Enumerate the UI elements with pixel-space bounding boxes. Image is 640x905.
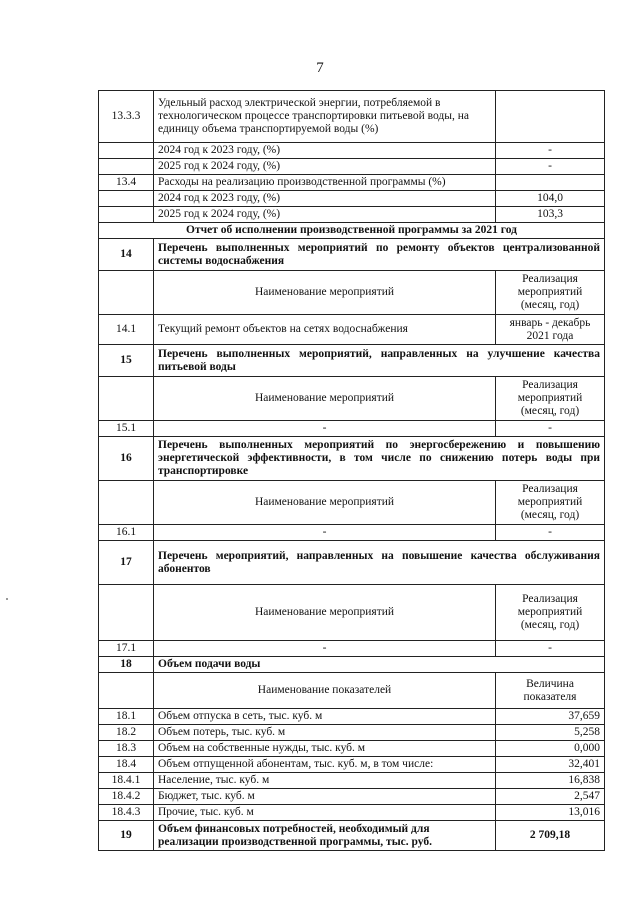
- row-value: 37,659: [496, 709, 605, 725]
- column-header-name: Наименование мероприятий: [154, 585, 496, 641]
- row-value: 2,547: [496, 789, 605, 805]
- row-value: 104,0: [496, 191, 605, 207]
- row-value: 13,016: [496, 805, 605, 821]
- section-number: 19: [99, 821, 154, 851]
- row-number: [99, 585, 154, 641]
- row-number: 18.4.3: [99, 805, 154, 821]
- row-text: Удельный расход электрической энергии, потребляемой в технологическом процессе транспортировки питьевой воды, на единицу объема транспортируемой воды (%): [154, 91, 496, 143]
- row-value: [496, 175, 605, 191]
- table-row: [99, 143, 605, 159]
- section-title: Объем финансовых потребностей, необходимый для реализации производственной программы, тыс. руб.: [154, 821, 496, 851]
- column-header-name: Наименование показателей: [154, 673, 496, 709]
- row-value: 103,3: [496, 207, 605, 223]
- row-text: Расходы на реализацию производственной программы (%): [154, 175, 496, 191]
- section-number: 18: [99, 657, 154, 673]
- row-number: 18.4.1: [99, 773, 154, 789]
- row-text: Население, тыс. куб. м: [154, 773, 496, 789]
- section-heading-row: [99, 223, 605, 239]
- section-title: Перечень мероприятий, направленных на повышение качества обслуживания абонентов: [154, 541, 605, 585]
- section-title: Перечень выполненных мероприятий, направленных на улучшение качества питьевой воды: [154, 345, 605, 377]
- column-header-implementation: Реализация мероприятий (месяц, год): [496, 377, 605, 421]
- row-text: -: [154, 641, 496, 657]
- section-header: [99, 239, 605, 271]
- row-value: 5,258: [496, 725, 605, 741]
- report-title: Отчет об исполнении производственной программы за 2021 год: [99, 223, 605, 239]
- table-row: [99, 191, 605, 207]
- column-header-implementation: Реализация мероприятий (месяц, год): [496, 585, 605, 641]
- table-row: [99, 773, 605, 789]
- table-row: [99, 641, 605, 657]
- section-title: Перечень выполненных мероприятий по ремонту объектов централизованной системы водоснабжения: [154, 239, 605, 271]
- table-row: [99, 207, 605, 223]
- section-header: [99, 437, 605, 481]
- table-row: [99, 709, 605, 725]
- row-value: [496, 91, 605, 143]
- row-value: 16,838: [496, 773, 605, 789]
- section-number: 14: [99, 239, 154, 271]
- row-number: 16.1: [99, 525, 154, 541]
- column-header-row: [99, 673, 605, 709]
- row-text: Прочие, тыс. куб. м: [154, 805, 496, 821]
- row-number: 18.4: [99, 757, 154, 773]
- page-number: 7: [316, 60, 324, 76]
- table-row: [99, 175, 605, 191]
- section-number: 17: [99, 541, 154, 585]
- column-header-row: [99, 377, 605, 421]
- column-header-row: [99, 585, 605, 641]
- section-header: [99, 821, 605, 851]
- table-row: [99, 315, 605, 345]
- table-row: [99, 91, 605, 143]
- section-number: 15: [99, 345, 154, 377]
- table-row: [99, 421, 605, 437]
- row-number: [99, 673, 154, 709]
- row-value: 32,401: [496, 757, 605, 773]
- row-number: 18.3: [99, 741, 154, 757]
- row-number: 14.1: [99, 315, 154, 345]
- row-text: Объем потерь, тыс. куб. м: [154, 725, 496, 741]
- row-number: [99, 271, 154, 315]
- column-header-implementation: Реализация мероприятий (месяц, год): [496, 481, 605, 525]
- row-number: 15.1: [99, 421, 154, 437]
- table-row: [99, 725, 605, 741]
- row-number: 18.1: [99, 709, 154, 725]
- row-value: январь - декабрь 2021 года: [496, 315, 605, 345]
- row-number: 17.1: [99, 641, 154, 657]
- table-row: [99, 805, 605, 821]
- row-text: Текущий ремонт объектов на сетях водоснабжения: [154, 315, 496, 345]
- column-header-row: [99, 481, 605, 525]
- row-text: 2024 год к 2023 году, (%): [154, 143, 496, 159]
- row-text: -: [154, 525, 496, 541]
- row-text: 2024 год к 2023 году, (%): [154, 191, 496, 207]
- row-value: -: [496, 143, 605, 159]
- scan-artifact: [6, 598, 8, 600]
- table-row: [99, 741, 605, 757]
- row-value: -: [496, 159, 605, 175]
- row-number: 13.4: [99, 175, 154, 191]
- row-text: Объем отпущенной абонентам, тыс. куб. м, в том числе:: [154, 757, 496, 773]
- section-title: Объем подачи воды: [154, 657, 605, 673]
- row-number: [99, 207, 154, 223]
- program-table: [98, 90, 605, 851]
- table-row: [99, 159, 605, 175]
- column-header-value: Величина показателя: [496, 673, 605, 709]
- column-header-name: Наименование мероприятий: [154, 377, 496, 421]
- section-header: [99, 657, 605, 673]
- row-text: -: [154, 421, 496, 437]
- row-text: 2025 год к 2024 году, (%): [154, 159, 496, 175]
- row-number: 13.3.3: [99, 91, 154, 143]
- row-number: [99, 377, 154, 421]
- row-text: 2025 год к 2024 году, (%): [154, 207, 496, 223]
- section-number: 16: [99, 437, 154, 481]
- section-header: [99, 345, 605, 377]
- column-header-name: Наименование мероприятий: [154, 271, 496, 315]
- row-number: [99, 481, 154, 525]
- row-value: -: [496, 641, 605, 657]
- row-number: [99, 191, 154, 207]
- row-value: 0,000: [496, 741, 605, 757]
- table-row: [99, 525, 605, 541]
- row-text: Объем на собственные нужды, тыс. куб. м: [154, 741, 496, 757]
- row-text: Объем отпуска в сеть, тыс. куб. м: [154, 709, 496, 725]
- row-number: [99, 143, 154, 159]
- row-number: 18.4.2: [99, 789, 154, 805]
- table-row: [99, 757, 605, 773]
- row-text: Бюджет, тыс. куб. м: [154, 789, 496, 805]
- row-value: 2 709,18: [496, 821, 605, 851]
- row-number: [99, 159, 154, 175]
- column-header-row: [99, 271, 605, 315]
- row-value: -: [496, 421, 605, 437]
- row-number: 18.2: [99, 725, 154, 741]
- row-value: -: [496, 525, 605, 541]
- section-title: Перечень выполненных мероприятий по энергосбережению и повышению энергетической эффективности, в том числе по снижению потерь воды при транспортировке: [154, 437, 605, 481]
- table-row: [99, 789, 605, 805]
- column-header-implementation: Реализация мероприятий (месяц, год): [496, 271, 605, 315]
- column-header-name: Наименование мероприятий: [154, 481, 496, 525]
- section-header: [99, 541, 605, 585]
